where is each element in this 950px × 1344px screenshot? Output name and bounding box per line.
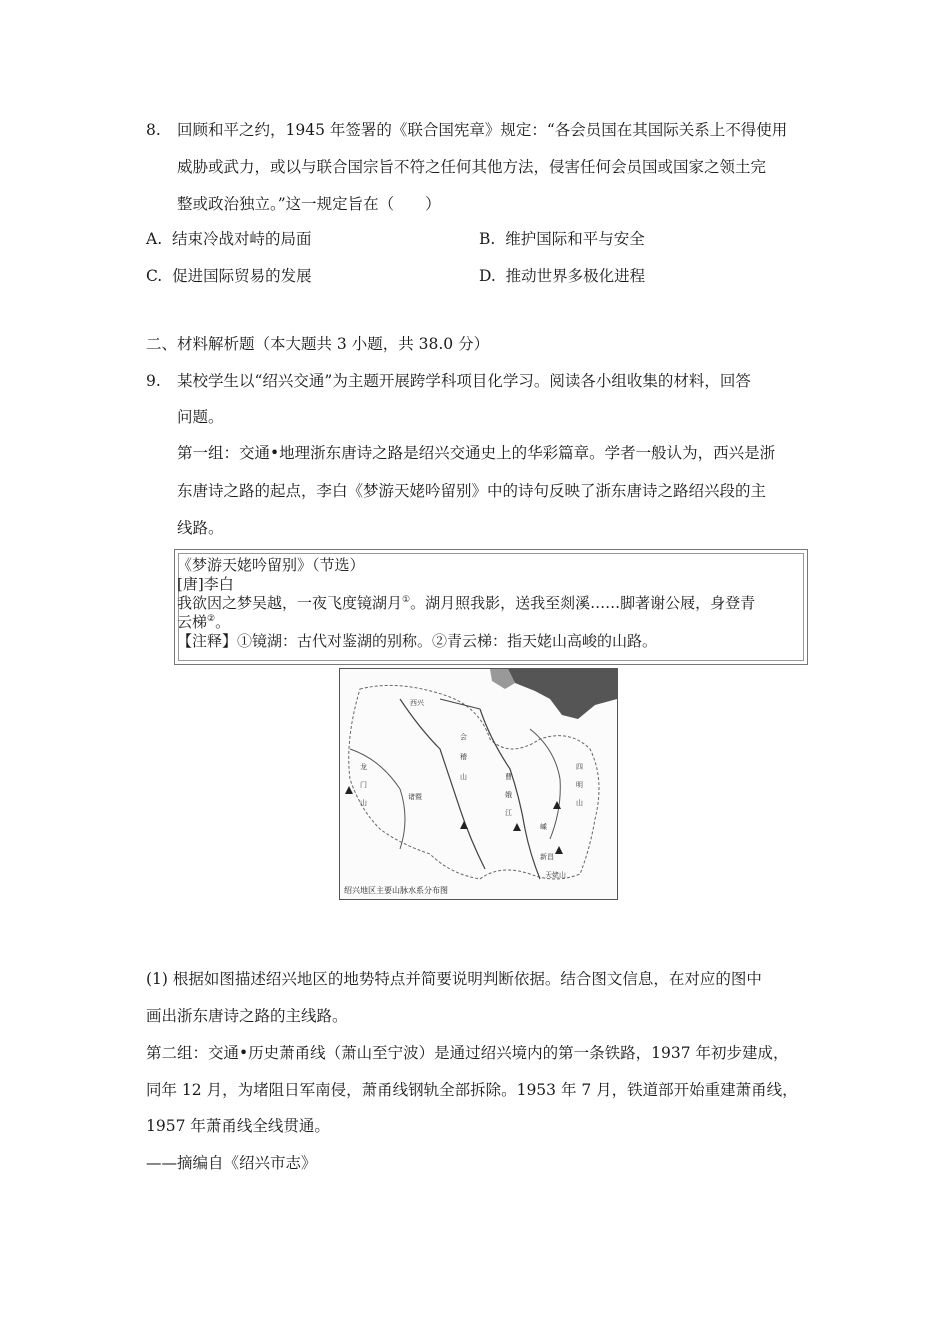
q9-line-2: 问题。	[177, 408, 224, 426]
q8-option-a	[146, 229, 312, 249]
map-figure	[339, 668, 618, 900]
q8-option-d	[479, 266, 645, 286]
group2-line-1: 第二组：交通•历史萧甬线（萧山至宁波）是通过绍兴境内的第一条铁路，1937 年初步建成，	[146, 1044, 789, 1062]
map-label-xinchang: 新昌	[540, 853, 554, 861]
option-text: 结束冷战对峙的局面	[171, 230, 312, 248]
group2-line-2: 同年 12 月，为堵阻日军南侵，萧甬线钢轨全部拆除。1953 年 7 月，铁道部开始重建萧甬线，	[146, 1081, 798, 1099]
map-label: 明	[576, 781, 583, 789]
group2-source: ——摘编自《绍兴市志》	[146, 1154, 317, 1172]
map-label: 山	[576, 799, 583, 807]
map-label-xixing: 西兴	[410, 699, 424, 707]
option-label: C.	[146, 267, 163, 285]
option-label: B.	[479, 230, 496, 248]
map-drawing	[340, 669, 617, 899]
map-label: 稽	[460, 753, 467, 761]
q8-option-b	[479, 229, 645, 249]
q8-line-1: 回顾和平之约，1945 年签署的《联合国宪章》规定：“各会员国在其国际关系上不得使用	[177, 121, 788, 139]
option-label: A.	[146, 230, 163, 248]
footnote-mark: ①	[402, 595, 411, 605]
poem-note: 【注释】①镜湖：古代对鉴湖的别称。②青云梯：指天姥山高峻的山路。	[177, 632, 658, 650]
poem-title: 《梦游天姥吟留别》（节选）	[177, 556, 365, 574]
poem-text: 。	[215, 613, 231, 631]
option-text: 推动世界多极化进程	[505, 267, 646, 285]
q8-line-3: 整或政治独立。”这一规定旨在（ ）	[177, 195, 441, 213]
map-caption: 绍兴地区主要山脉水系分布图	[344, 886, 448, 895]
q8-number: 8.	[146, 121, 161, 139]
mountain-marker	[555, 846, 563, 854]
footnote-mark: ②	[207, 614, 216, 624]
q9-line-1: 某校学生以“绍兴交通”为主题开展跨学科项目化学习。阅读各小组收集的材料，回答	[177, 372, 751, 390]
river-5	[440, 699, 480, 709]
poem-text: 云梯	[177, 613, 208, 631]
map-label: 会	[460, 733, 467, 741]
poem-author: [唐]李白	[177, 575, 234, 593]
map-label: 娥	[505, 791, 512, 799]
group1-line-1: 第一组：交通•地理浙东唐诗之路是绍兴交通史上的华彩篇章。学者一般认为，西兴是浙	[177, 444, 776, 462]
map-label: 门	[360, 781, 367, 789]
group1-line-2: 东唐诗之路的起点，李白《梦游天姥吟留别》中的诗句反映了浙东唐诗之路绍兴段的主	[177, 482, 767, 500]
poem-line-1	[177, 594, 755, 612]
map-label: 山	[460, 773, 467, 781]
q8-option-c	[146, 266, 312, 286]
map-label: 四	[576, 763, 583, 771]
mountain-marker	[513, 823, 521, 831]
river-1	[400, 699, 485, 869]
bay-area	[508, 669, 617, 719]
region-boundary	[349, 685, 599, 879]
option-text: 促进国际贸易的发展	[172, 267, 312, 285]
map-label-zhuji: 诸暨	[408, 793, 422, 801]
group1-line-3: 线路。	[177, 519, 224, 537]
map-label: 曹	[505, 773, 512, 781]
option-text: 维护国际和平与安全	[505, 230, 645, 248]
poem-text: 。湖月照我影，送我至剡溪……脚著谢公屐，身登青	[410, 594, 756, 612]
map-label: 山	[360, 799, 367, 807]
map-label: 龙	[360, 763, 367, 771]
sub1-line-1: (1) 根据如图描述绍兴地区的地势特点并简要说明判断依据。结合图文信息，在对应的图中	[146, 970, 762, 988]
mountain-marker	[460, 821, 468, 829]
map-label-tianmu: 天姥山	[545, 871, 566, 879]
sub1-line-2: 画出浙东唐诗之路的主线路。	[146, 1007, 348, 1025]
map-label: 江	[505, 809, 512, 817]
option-label: D.	[479, 267, 496, 285]
map-label: 嵊	[540, 823, 547, 831]
q8-line-2: 威胁或武力，或以与联合国宗旨不符之任何其他方法，侵害任何会员国或国家之领土完	[177, 158, 767, 176]
q9-number: 9.	[146, 372, 161, 390]
mountain-marker	[345, 786, 353, 794]
group2-line-3: 1957 年萧甬线全线贯通。	[146, 1117, 330, 1135]
section-heading: 二、材料解析题（本大题共 3 小题，共 38.0 分）	[146, 335, 490, 353]
poem-line-2	[177, 613, 230, 631]
poem-text: 我欲因之梦吴越，一夜飞度镜湖月	[177, 594, 403, 612]
